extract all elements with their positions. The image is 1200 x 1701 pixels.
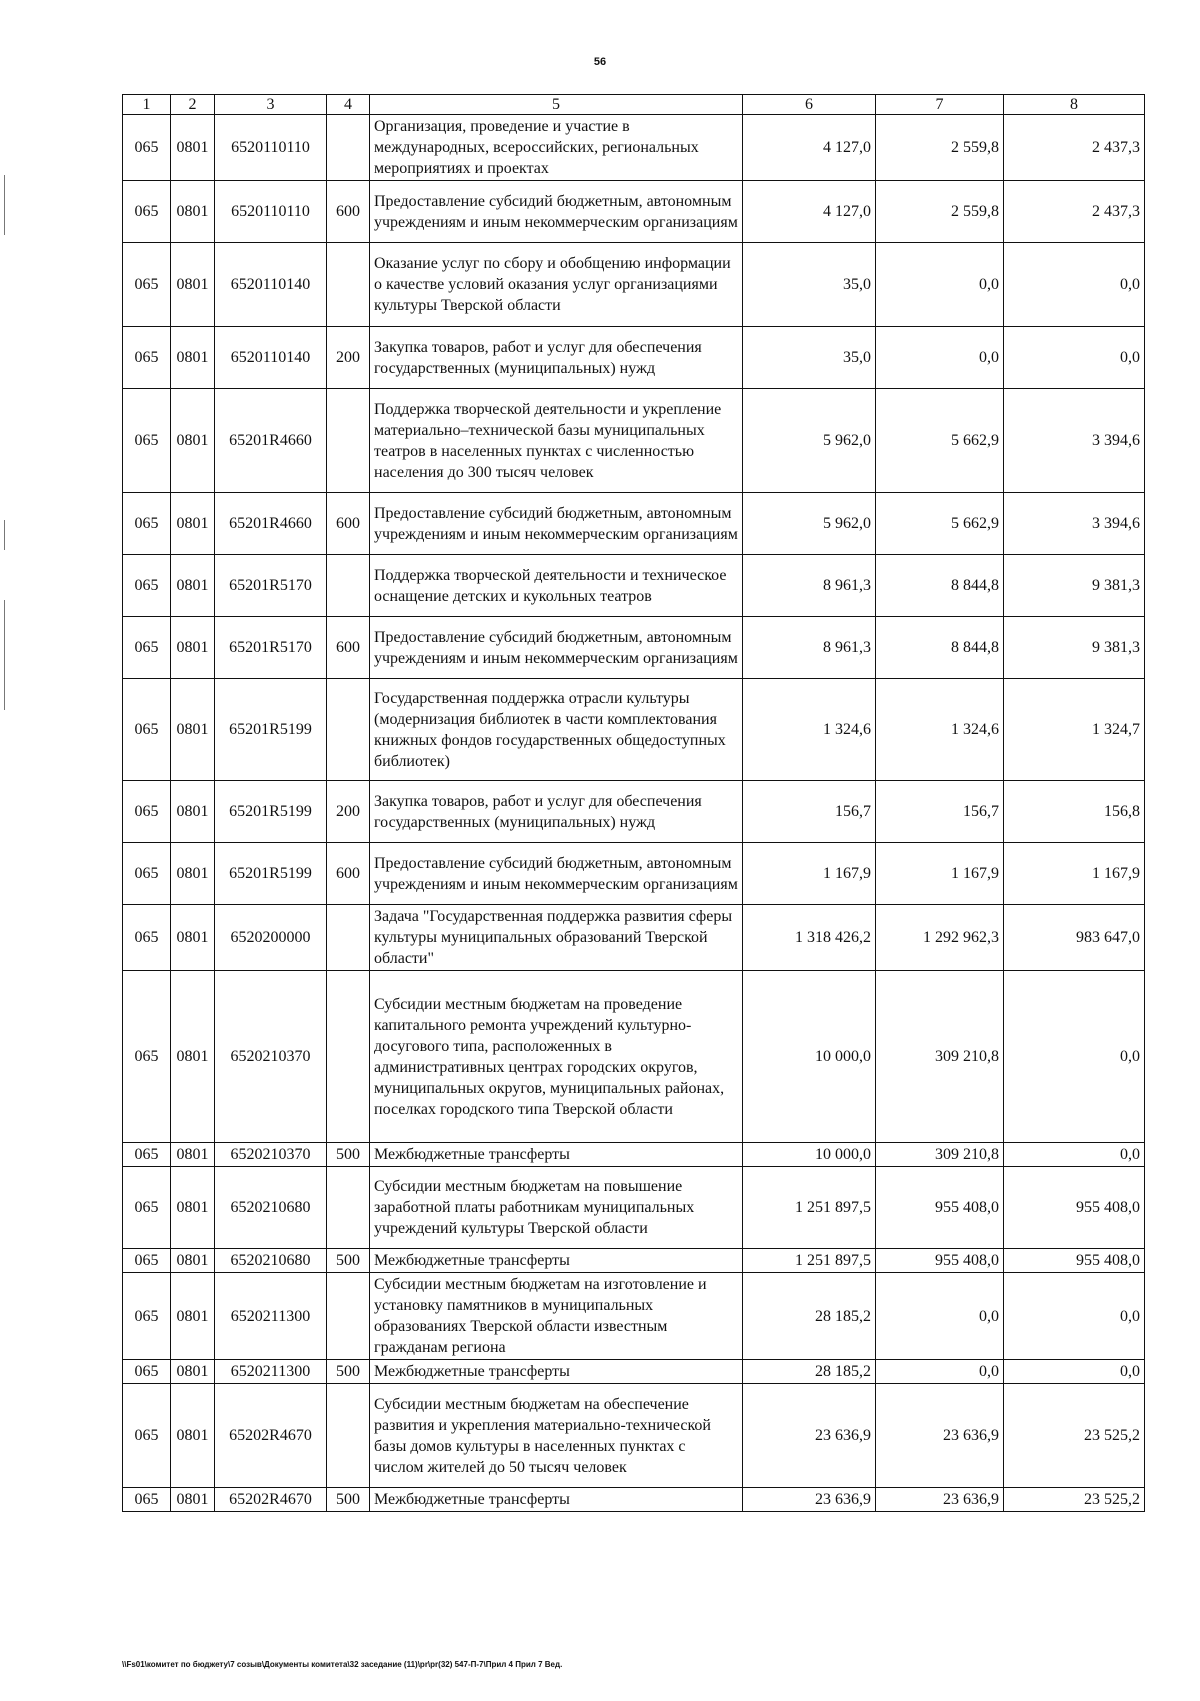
table-row — [123, 905, 1145, 971]
amount-year1-cell: 35,0 — [743, 327, 876, 389]
section-code-cell: 0801 — [171, 493, 215, 555]
target-code-cell: 6520211300 — [215, 1360, 327, 1384]
admin-code-cell: 065 — [123, 181, 171, 243]
description-cell: Субсидии местным бюджетам на обеспечение развития и укрепления материально-технической базы домов культуры в населенных пунктах с числом жителей до 50 тысяч человек — [370, 1384, 743, 1488]
expense-type-cell: 600 — [327, 181, 370, 243]
expense-type-cell — [327, 389, 370, 493]
column-header: 2 — [171, 95, 215, 115]
section-code-cell: 0801 — [171, 971, 215, 1143]
table-row — [123, 679, 1145, 781]
amount-year3-cell: 3 394,6 — [1004, 389, 1145, 493]
expense-type-cell: 500 — [327, 1143, 370, 1167]
section-code-cell: 0801 — [171, 1488, 215, 1512]
target-code-cell: 6520210680 — [215, 1249, 327, 1273]
expense-type-cell: 200 — [327, 327, 370, 389]
budget-table — [122, 94, 1145, 1512]
scan-artifact — [4, 175, 5, 235]
description-cell: Организация, проведение и участие в международных, всероссийских, региональных мероприятиях и проектах — [370, 115, 743, 181]
description-cell: Межбюджетные трансферты — [370, 1488, 743, 1512]
amount-year2-cell: 1 167,9 — [876, 843, 1004, 905]
amount-year3-cell: 0,0 — [1004, 971, 1145, 1143]
table-row — [123, 243, 1145, 327]
amount-year3-cell: 9 381,3 — [1004, 617, 1145, 679]
admin-code-cell: 065 — [123, 115, 171, 181]
amount-year3-cell: 2 437,3 — [1004, 115, 1145, 181]
amount-year2-cell: 309 210,8 — [876, 971, 1004, 1143]
description-cell: Предоставление субсидий бюджетным, автономным учреждениям и иным некоммерческим организациям — [370, 843, 743, 905]
description-cell: Субсидии местным бюджетам на повышение заработной платы работникам муниципальных учреждений культуры Тверской области — [370, 1167, 743, 1249]
amount-year2-cell: 156,7 — [876, 781, 1004, 843]
table-row — [123, 1273, 1145, 1360]
table-row — [123, 493, 1145, 555]
table-row — [123, 781, 1145, 843]
amount-year1-cell: 23 636,9 — [743, 1384, 876, 1488]
amount-year1-cell: 156,7 — [743, 781, 876, 843]
amount-year1-cell: 8 961,3 — [743, 555, 876, 617]
amount-year2-cell: 955 408,0 — [876, 1249, 1004, 1273]
amount-year2-cell: 955 408,0 — [876, 1167, 1004, 1249]
table-row — [123, 1143, 1145, 1167]
expense-type-cell: 500 — [327, 1360, 370, 1384]
table-row — [123, 115, 1145, 181]
amount-year3-cell: 0,0 — [1004, 327, 1145, 389]
admin-code-cell: 065 — [123, 1143, 171, 1167]
amount-year2-cell: 0,0 — [876, 1273, 1004, 1360]
amount-year1-cell: 4 127,0 — [743, 181, 876, 243]
table-row — [123, 1249, 1145, 1273]
admin-code-cell: 065 — [123, 679, 171, 781]
section-code-cell: 0801 — [171, 905, 215, 971]
target-code-cell: 65201R5170 — [215, 555, 327, 617]
page-number: 56 — [593, 56, 607, 68]
amount-year1-cell: 1 318 426,2 — [743, 905, 876, 971]
description-cell: Предоставление субсидий бюджетным, автономным учреждениям и иным некоммерческим организациям — [370, 181, 743, 243]
expense-type-cell — [327, 1273, 370, 1360]
expense-type-cell — [327, 1167, 370, 1249]
description-cell: Задача "Государственная поддержка развития сферы культуры муниципальных образований Тверской области" — [370, 905, 743, 971]
description-cell: Предоставление субсидий бюджетным, автономным учреждениям и иным некоммерческим организациям — [370, 493, 743, 555]
section-code-cell: 0801 — [171, 1143, 215, 1167]
amount-year3-cell: 0,0 — [1004, 243, 1145, 327]
description-cell: Оказание услуг по сбору и обобщению информации о качестве условий оказания услуг организациями культуры Тверской области — [370, 243, 743, 327]
table-row — [123, 971, 1145, 1143]
amount-year2-cell: 23 636,9 — [876, 1384, 1004, 1488]
table-row — [123, 617, 1145, 679]
amount-year1-cell: 10 000,0 — [743, 1143, 876, 1167]
section-code-cell: 0801 — [171, 781, 215, 843]
expense-type-cell: 600 — [327, 843, 370, 905]
description-cell: Государственная поддержка отрасли культуры (модернизация библиотек в части комплектования книжных фондов государственных общедоступных библиотек) — [370, 679, 743, 781]
target-code-cell: 6520200000 — [215, 905, 327, 971]
table-row — [123, 1167, 1145, 1249]
description-cell: Межбюджетные трансферты — [370, 1249, 743, 1273]
expense-type-cell — [327, 115, 370, 181]
admin-code-cell: 065 — [123, 555, 171, 617]
target-code-cell: 65202R4670 — [215, 1384, 327, 1488]
table-row — [123, 389, 1145, 493]
target-code-cell: 6520211300 — [215, 1273, 327, 1360]
target-code-cell: 65201R5199 — [215, 781, 327, 843]
expense-type-cell — [327, 243, 370, 327]
amount-year2-cell: 8 844,8 — [876, 617, 1004, 679]
amount-year2-cell: 1 292 962,3 — [876, 905, 1004, 971]
admin-code-cell: 065 — [123, 843, 171, 905]
admin-code-cell: 065 — [123, 1273, 171, 1360]
section-code-cell: 0801 — [171, 243, 215, 327]
amount-year1-cell: 4 127,0 — [743, 115, 876, 181]
description-cell: Межбюджетные трансферты — [370, 1143, 743, 1167]
column-header: 4 — [327, 95, 370, 115]
amount-year1-cell: 28 185,2 — [743, 1273, 876, 1360]
expense-type-cell: 600 — [327, 493, 370, 555]
target-code-cell: 6520210370 — [215, 971, 327, 1143]
amount-year1-cell: 8 961,3 — [743, 617, 876, 679]
amount-year3-cell: 955 408,0 — [1004, 1249, 1145, 1273]
expense-type-cell: 200 — [327, 781, 370, 843]
amount-year3-cell: 0,0 — [1004, 1360, 1145, 1384]
amount-year3-cell: 1 167,9 — [1004, 843, 1145, 905]
amount-year3-cell: 9 381,3 — [1004, 555, 1145, 617]
table-row — [123, 843, 1145, 905]
admin-code-cell: 065 — [123, 781, 171, 843]
amount-year2-cell: 0,0 — [876, 1360, 1004, 1384]
expense-type-cell — [327, 555, 370, 617]
expense-type-cell — [327, 905, 370, 971]
amount-year2-cell: 309 210,8 — [876, 1143, 1004, 1167]
column-header: 7 — [876, 95, 1004, 115]
target-code-cell: 6520110140 — [215, 327, 327, 389]
amount-year3-cell: 0,0 — [1004, 1143, 1145, 1167]
section-code-cell: 0801 — [171, 1167, 215, 1249]
section-code-cell: 0801 — [171, 181, 215, 243]
amount-year1-cell: 1 167,9 — [743, 843, 876, 905]
amount-year1-cell: 23 636,9 — [743, 1488, 876, 1512]
amount-year2-cell: 0,0 — [876, 327, 1004, 389]
amount-year1-cell: 1 251 897,5 — [743, 1167, 876, 1249]
amount-year3-cell: 983 647,0 — [1004, 905, 1145, 971]
admin-code-cell: 065 — [123, 905, 171, 971]
amount-year3-cell: 0,0 — [1004, 1273, 1145, 1360]
admin-code-cell: 065 — [123, 1488, 171, 1512]
section-code-cell: 0801 — [171, 1360, 215, 1384]
section-code-cell: 0801 — [171, 617, 215, 679]
expense-type-cell — [327, 971, 370, 1143]
description-cell: Закупка товаров, работ и услуг для обеспечения государственных (муниципальных) нужд — [370, 781, 743, 843]
header-row — [123, 95, 1145, 115]
target-code-cell: 65201R4660 — [215, 493, 327, 555]
section-code-cell: 0801 — [171, 389, 215, 493]
target-code-cell: 65202R4670 — [215, 1488, 327, 1512]
description-cell: Субсидии местным бюджетам на проведение капитального ремонта учреждений культурно-досугового типа, расположенных в административных центрах городских округов, муниципальных округов, муниципальных районах, поселках городского типа Тверской области — [370, 971, 743, 1143]
section-code-cell: 0801 — [171, 555, 215, 617]
amount-year1-cell: 28 185,2 — [743, 1360, 876, 1384]
table-body — [123, 115, 1145, 1512]
target-code-cell: 65201R4660 — [215, 389, 327, 493]
description-cell: Предоставление субсидий бюджетным, автономным учреждениям и иным некоммерческим организациям — [370, 617, 743, 679]
target-code-cell: 6520210370 — [215, 1143, 327, 1167]
table-row — [123, 1384, 1145, 1488]
amount-year2-cell: 2 559,8 — [876, 115, 1004, 181]
target-code-cell: 65201R5199 — [215, 843, 327, 905]
description-cell: Межбюджетные трансферты — [370, 1360, 743, 1384]
table-row — [123, 327, 1145, 389]
section-code-cell: 0801 — [171, 1249, 215, 1273]
section-code-cell: 0801 — [171, 327, 215, 389]
amount-year1-cell: 10 000,0 — [743, 971, 876, 1143]
amount-year2-cell: 2 559,8 — [876, 181, 1004, 243]
amount-year3-cell: 23 525,2 — [1004, 1488, 1145, 1512]
amount-year1-cell: 1 251 897,5 — [743, 1249, 876, 1273]
admin-code-cell: 065 — [123, 493, 171, 555]
amount-year1-cell: 5 962,0 — [743, 493, 876, 555]
admin-code-cell: 065 — [123, 1167, 171, 1249]
admin-code-cell: 065 — [123, 1360, 171, 1384]
scan-artifact — [4, 520, 5, 550]
table-row — [123, 181, 1145, 243]
table-row — [123, 1488, 1145, 1512]
description-cell: Поддержка творческой деятельности и укрепление материально–технической базы муниципальных театров в населенных пунктах с численностью населения до 300 тысяч человек — [370, 389, 743, 493]
expense-type-cell: 500 — [327, 1249, 370, 1273]
admin-code-cell: 065 — [123, 1249, 171, 1273]
target-code-cell: 65201R5170 — [215, 617, 327, 679]
amount-year3-cell: 955 408,0 — [1004, 1167, 1145, 1249]
amount-year3-cell: 156,8 — [1004, 781, 1145, 843]
column-header: 8 — [1004, 95, 1145, 115]
description-cell: Закупка товаров, работ и услуг для обеспечения государственных (муниципальных) нужд — [370, 327, 743, 389]
scan-artifact — [4, 600, 5, 710]
amount-year1-cell: 1 324,6 — [743, 679, 876, 781]
target-code-cell: 6520110110 — [215, 181, 327, 243]
target-code-cell: 6520110140 — [215, 243, 327, 327]
target-code-cell: 65201R5199 — [215, 679, 327, 781]
amount-year3-cell: 2 437,3 — [1004, 181, 1145, 243]
column-header: 3 — [215, 95, 327, 115]
amount-year2-cell: 1 324,6 — [876, 679, 1004, 781]
admin-code-cell: 065 — [123, 243, 171, 327]
admin-code-cell: 065 — [123, 389, 171, 493]
amount-year2-cell: 23 636,9 — [876, 1488, 1004, 1512]
amount-year1-cell: 5 962,0 — [743, 389, 876, 493]
table-row — [123, 1360, 1145, 1384]
column-header: 1 — [123, 95, 171, 115]
amount-year2-cell: 0,0 — [876, 243, 1004, 327]
admin-code-cell: 065 — [123, 1384, 171, 1488]
expense-type-cell — [327, 679, 370, 781]
expense-type-cell: 600 — [327, 617, 370, 679]
amount-year1-cell: 35,0 — [743, 243, 876, 327]
column-header: 5 — [370, 95, 743, 115]
target-code-cell: 6520210680 — [215, 1167, 327, 1249]
amount-year3-cell: 1 324,7 — [1004, 679, 1145, 781]
target-code-cell: 6520110110 — [215, 115, 327, 181]
section-code-cell: 0801 — [171, 1384, 215, 1488]
admin-code-cell: 065 — [123, 327, 171, 389]
amount-year2-cell: 5 662,9 — [876, 389, 1004, 493]
amount-year3-cell: 23 525,2 — [1004, 1384, 1145, 1488]
admin-code-cell: 065 — [123, 971, 171, 1143]
amount-year2-cell: 8 844,8 — [876, 555, 1004, 617]
column-header: 6 — [743, 95, 876, 115]
section-code-cell: 0801 — [171, 843, 215, 905]
admin-code-cell: 065 — [123, 617, 171, 679]
amount-year2-cell: 5 662,9 — [876, 493, 1004, 555]
expense-type-cell: 500 — [327, 1488, 370, 1512]
table-row — [123, 555, 1145, 617]
section-code-cell: 0801 — [171, 679, 215, 781]
expense-type-cell — [327, 1384, 370, 1488]
footer-file-path: \\Fs01\комитет по бюджету\7 созыв\Документы комитета\32 заседание (11)\pr\pr(32) 547-П-7\Прил 4 Прил 7 Вед. — [122, 1660, 563, 1669]
description-cell: Субсидии местным бюджетам на изготовление и установку памятников в муниципальных образованиях Тверской области известным гражданам региона — [370, 1273, 743, 1360]
description-cell: Поддержка творческой деятельности и техническое оснащение детских и кукольных театров — [370, 555, 743, 617]
section-code-cell: 0801 — [171, 1273, 215, 1360]
section-code-cell: 0801 — [171, 115, 215, 181]
amount-year3-cell: 3 394,6 — [1004, 493, 1145, 555]
